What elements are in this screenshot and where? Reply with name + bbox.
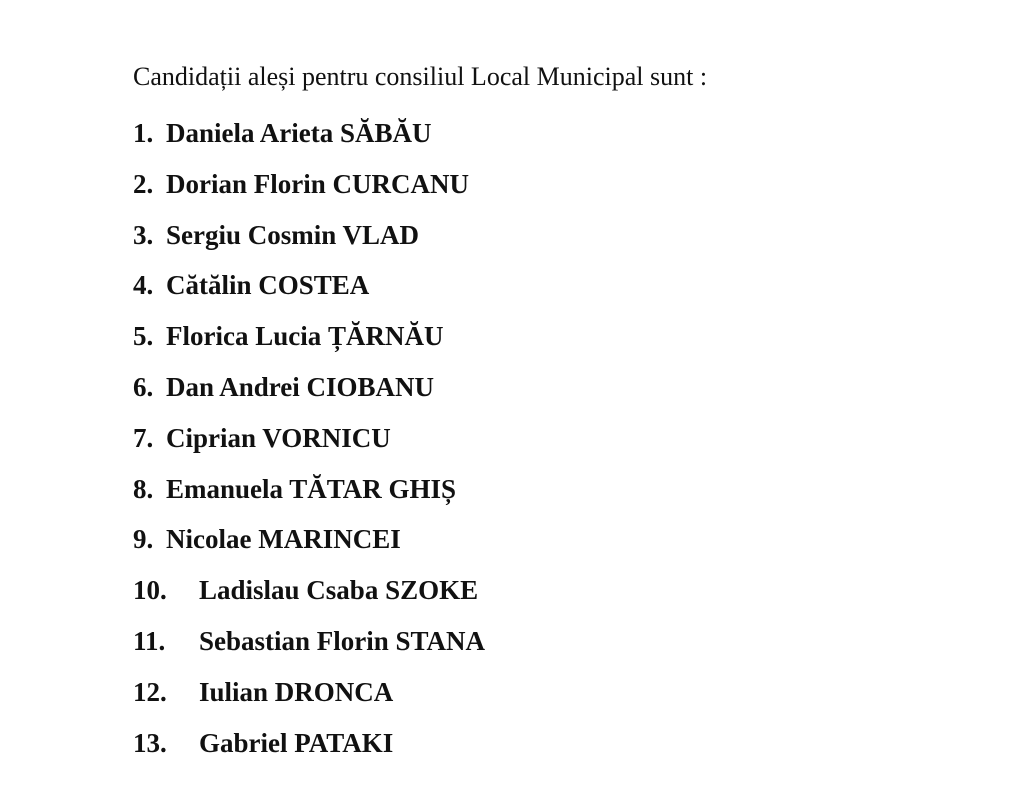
intro-text: Candidații aleși pentru consiliul Local Municipal sunt : <box>133 62 708 91</box>
candidate-name: Sebastian Florin STANA <box>199 625 486 656</box>
candidate-number: 4. <box>133 270 154 301</box>
candidate-name: Dorian Florin CURCANU <box>166 168 469 199</box>
candidate-name: Emanuela TĂTAR GHIȘ <box>166 473 457 504</box>
candidate-number: 3. <box>133 219 154 250</box>
candidate-name: Sergiu Cosmin VLAD <box>166 219 420 250</box>
candidate-name: Florica Lucia ȚĂRNĂU <box>166 321 444 352</box>
candidate-name: Daniela Arieta SĂBĂU <box>166 118 432 148</box>
candidate-name: Iulian DRONCA <box>199 676 394 707</box>
candidate-name: Nicolae MARINCEI <box>166 524 401 555</box>
candidate-number: 6. <box>133 371 154 402</box>
candidate-number: 1. <box>133 118 154 148</box>
candidate-number: 5. <box>133 321 154 352</box>
candidate-number: 11. <box>133 625 166 656</box>
candidate-number: 7. <box>133 422 154 453</box>
candidate-name: Dan Andrei CIOBANU <box>166 371 435 402</box>
candidate-number: 12. <box>133 676 167 707</box>
candidate-number: 10. <box>133 575 167 606</box>
candidate-name: Gabriel PATAKI <box>199 727 394 758</box>
candidate-number: 9. <box>133 524 154 555</box>
candidate-name: Cătălin COSTEA <box>166 270 370 301</box>
candidate-name: Ciprian VORNICU <box>166 422 391 453</box>
candidate-number: 13. <box>133 727 167 758</box>
candidate-number: 8. <box>133 473 154 504</box>
candidate-name: Ladislau Csaba SZOKE <box>199 575 479 606</box>
candidate-number: 2. <box>133 168 154 199</box>
